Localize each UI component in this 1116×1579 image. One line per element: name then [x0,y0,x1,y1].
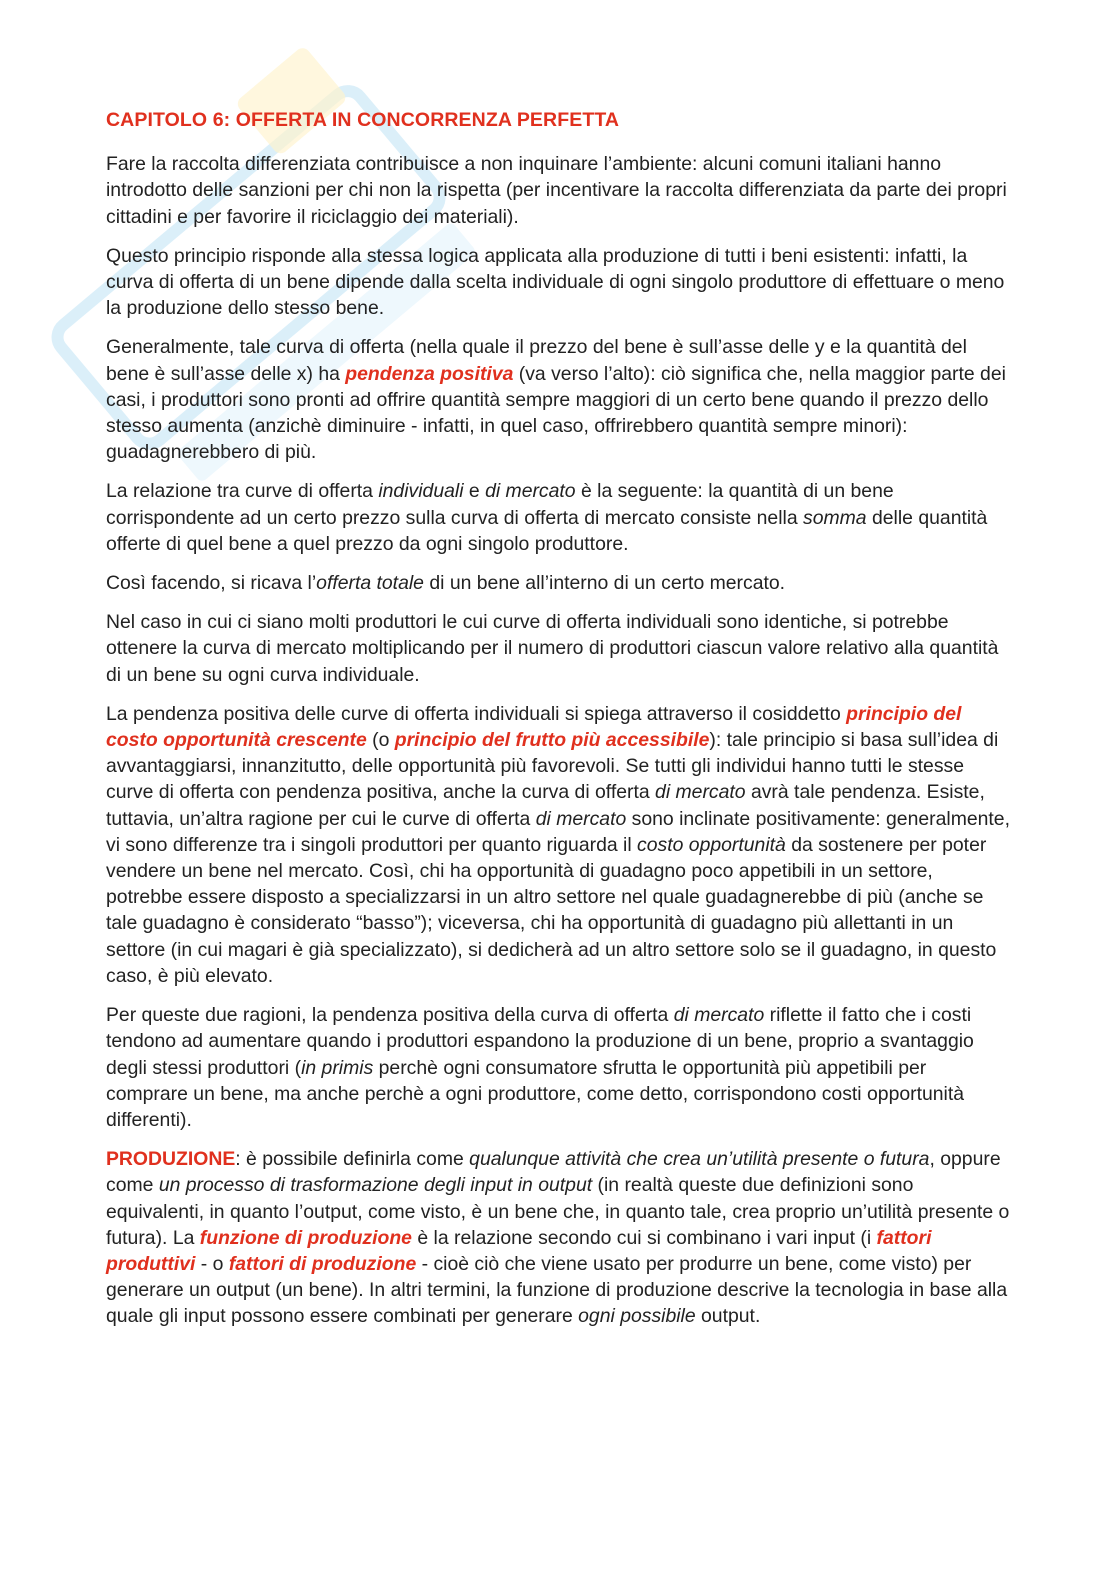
italic-run: di mercato [655,781,746,804]
text-run: Così facendo, si ricava l’ [106,572,317,595]
text-run: (in realtà queste due definizioni sono equivalenti, in quanto l’output, come visto, è un bene che, in quanto tale, crea proprio un’utilità presente o futura). La [106,1174,1010,1249]
paragraph-7 [106,701,1011,989]
document-body [106,107,1011,1343]
paragraph-6: Nel caso in cui ci siano molti produttori le cui curve di offerta individuali sono identiche, si potrebbe ottenere la curva di mercato moltiplicando per il numero di produttori ciascun valore relativo alla quantità di un bene su ogni curva individuale. [106,611,999,686]
text-run: è la seguente: la quantità di un bene corrispondente ad un certo prezzo sulla curva di offerta di mercato consiste nella [106,480,894,529]
paragraph-9 [106,1146,1011,1329]
italic-run: di mercato [485,480,576,503]
paragraph-8 [106,1002,1011,1133]
text-run: e [463,480,486,503]
text-run: , oppure come [106,1148,1001,1197]
italic-run: un processo di trasformazione degli input in output [158,1174,593,1197]
term-funzione-di-produzione: funzione di produzione [199,1226,412,1249]
text-run: sono inclinate positivamente: generalmente, vi sono differenze tra i singoli produttori per quanto riguarda il [106,807,1010,856]
term-costo-opportunita-crescente: principio del costo opportunità crescente [106,702,962,752]
paragraph-5 [106,570,1011,596]
paragraph-4 [106,478,1011,557]
paragraph-1: Fare la raccolta differenziata contribuisce a non inquinare l’ambiente: alcuni comuni italiani hanno introdotto delle sanzioni per chi non la rispetta (per incentivare la raccolta differenziata da parte dei propri cittadini e per favorire il riciclaggio dei materiali). [106,153,1007,228]
italic-run: qualunque attività che crea un’utilità presente o futura [469,1148,930,1171]
italic-run: di mercato [535,807,627,830]
text-run: Generalmente, tale curva di offerta (nella quale il prezzo del bene è sull’asse delle y e la quantità del bene è sull’asse delle x) ha [106,336,967,385]
term-produzione: PRODUZIONE [106,1148,236,1171]
text-run: è la relazione secondo cui si combinano i vari input (i [411,1226,877,1249]
text-run: - o [195,1252,229,1275]
italic-run: individuali [378,480,464,503]
text-run: output. [695,1305,761,1328]
term-frutto-piu-accessibile: principio del frutto più accessibile [394,729,710,752]
term-pendenza-positiva: pendenza positiva [345,362,514,385]
paragraph-3 [106,334,1011,465]
italic-run: somma [803,506,867,529]
chapter-title: CAPITOLO 6: OFFERTA IN CONCORRENZA PERFETTA [106,109,620,131]
italic-run: ogni possibile [578,1305,696,1328]
text-run: (va verso l’alto): ciò significa che, nella maggior parte dei casi, i produttori sono pronti ad offrire quantità sempre maggiori di un certo bene quando il prezzo dello stesso aumenta (anzichè diminuire - infatti, in quel caso, offrirebbero quantità sempre minori): guadagnerebbero di più. [106,362,1006,464]
text-run: avrà tale pendenza. Esiste, tuttavia, un’altra ragione per cui le curve di offerta [106,781,985,830]
text-run: riflette il fatto che i costi tendono ad aumentare quando i produttori espandono la produzione di un bene, proprio a svantaggio degli stessi produttori ( [106,1004,974,1079]
text-run: Per queste due ragioni, la pendenza positiva della curva di offerta [106,1004,674,1027]
term-fattori-di-produzione: fattori di produzione [228,1252,417,1275]
text-run: di un bene all’interno di un certo mercato. [423,572,786,595]
text-run: delle quantità offerte di quel bene a quel prezzo da ogni singolo produttore. [106,506,988,555]
italic-run: offerta totale [316,572,424,595]
paragraph-2: Questo principio risponde alla stessa logica applicata alla produzione di tutti i beni esistenti: infatti, la curva di offerta di un bene dipende dalla scelta individuale di ogni singolo produttore di effettuare o meno la produzione dello stesso bene. [106,244,1005,320]
italic-run: in primis [301,1056,374,1079]
italic-run: di mercato [673,1004,765,1027]
term-fattori-produttivi: fattori produttivi [106,1226,932,1275]
text-run: - cioè ciò che viene usato per produrre un bene, come visto) per generare un output (un bene). In altri termini, la funzione di produzione descrive la tecnologia in base alla quale gli input possono essere combinati per generare [106,1252,1008,1328]
italic-run: costo opportunità [637,833,786,856]
text-run: perchè ogni consumatore sfrutta le opportunità più appetibili per comprare un bene, ma anche perchè a ogni produttore, come detto, corrispondono costi opportunità differenti). [106,1056,965,1131]
text-run: (o [366,729,395,752]
text-run: : è possibile definirla come [235,1148,470,1171]
text-run: da sostenere per poter vendere un bene nel mercato. Così, chi ha opportunità di guadagno poco appetibili in un settore, potrebbe essere disposto a specializzarsi in un altro settore nel quale guadagnerebbe di più (anche se tale guadagno è considerato “basso”); viceversa, chi ha opportunità di guadagno più allettanti in un settore (in cui magari è già specializzato), si dedicherà ad un altro settore solo se il guadagno, in questo caso, è più elevato. [106,833,997,987]
text-run: ): tale principio si basa sull’idea di avvantaggiarsi, innanzitutto, delle opportunità più favorevoli. Se tutti gli individui hanno tutti le stesse curve di offerta con pendenza positiva, anche la curva di offerta [106,729,999,804]
text-run: La relazione tra curve di offerta [106,480,379,503]
text-run: La pendenza positiva delle curve di offerta individuali si spiega attraverso il cosiddetto [106,702,847,725]
